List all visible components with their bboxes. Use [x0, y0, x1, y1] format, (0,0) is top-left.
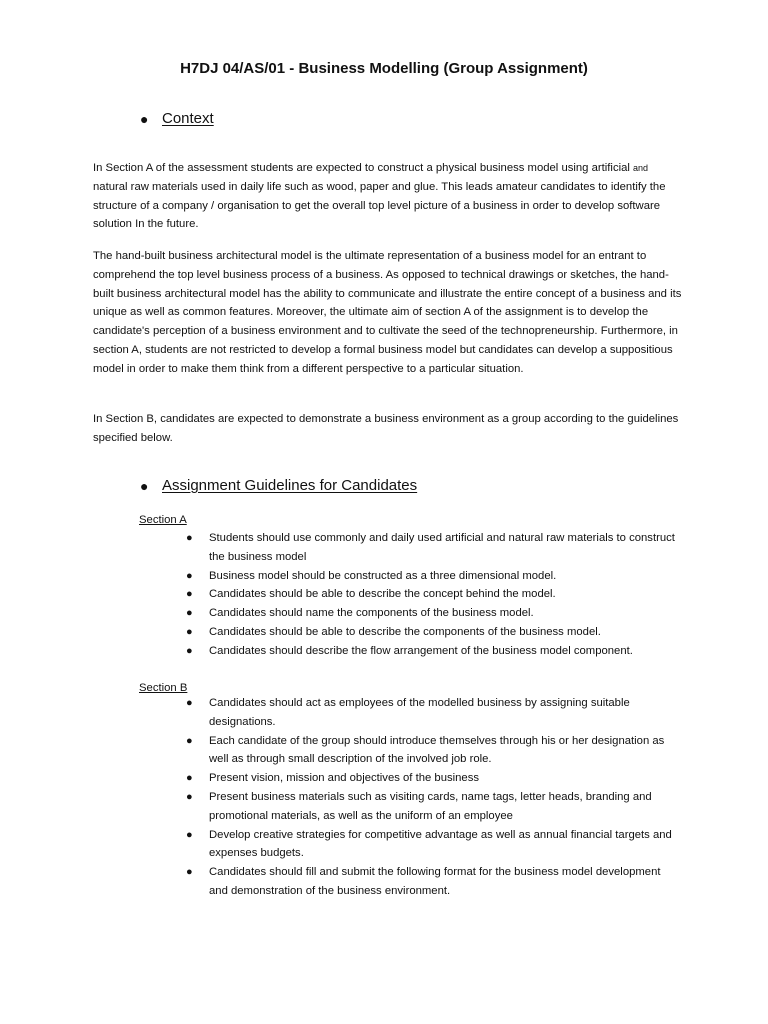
list-item	[184, 826, 679, 864]
bullet-icon: ●	[140, 477, 149, 494]
list-item-text: Present vision, mission and objectives of the business	[209, 772, 480, 785]
bullet-icon: ●	[186, 772, 193, 785]
list-item	[184, 694, 679, 732]
context-paragraph-2: The hand-built business architectural model is the ultimate representation of a business model for an entrant to comprehend the top level business process of a business. As opposed to technical drawings or sketches, the hand-built business architectural model has the ability to communicate and illustrate the entire concept of a business and its unique as well as common features. Moreover, the ultimate aim of section A of the assignment is to develop the candidate's perception of a business environment and to cultivate the seed of the technopreneurship. Furthermore, in section A, students are not restricted to develop a formal business model but candidates can develop a suppositious model in order to make them think from a different perspective to a particular situation.	[93, 250, 682, 375]
bullet-icon: ●	[186, 734, 193, 747]
list-item-text: Candidates should name the components of the business model.	[209, 607, 534, 620]
list-item-text: Business model should be constructed as a three dimensional model.	[209, 569, 557, 582]
section-a-label: Section A	[139, 514, 187, 526]
list-item	[184, 567, 679, 586]
bullet-icon: ●	[186, 790, 193, 803]
guidelines-heading-text: Assignment Guidelines for Candidates	[162, 477, 418, 494]
bullet-icon: ●	[186, 588, 193, 601]
list-item	[184, 529, 679, 567]
list-item	[184, 604, 679, 623]
list-item	[184, 732, 679, 770]
guidelines-heading	[140, 477, 417, 494]
list-item	[184, 585, 679, 604]
list-item-text: Present business materials such as visiting cards, name tags, letter heads, branding and promotional materials, as well as the uniform of an employee	[209, 790, 652, 822]
bullet-icon: ●	[186, 625, 193, 638]
list-item	[184, 623, 679, 642]
bullet-icon: ●	[186, 532, 193, 544]
bullet-icon: ●	[140, 110, 149, 127]
bullet-icon: ●	[186, 866, 193, 879]
context-paragraph-1	[93, 159, 683, 234]
list-item-text: Candidates should fill and submit the following format for the business model development and demonstration of the business environment.	[209, 866, 661, 897]
list-item	[184, 642, 679, 661]
list-item-text: Candidates should be able to describe the components of the business model.	[209, 625, 601, 638]
bullet-icon: ●	[186, 607, 193, 620]
context-paragraph-1-start: In Section A of the assessment students are expected to construct a physical business model using artificial	[93, 162, 630, 174]
section-b-label: Section B	[139, 682, 188, 694]
context-paragraph-1-end: natural raw materials used in daily life such as wood, paper and glue. This leads amateur candidates to identify the structure of a company / organisation to get the overall top level picture of a business in order to develop software solution In the future.	[93, 180, 666, 231]
list-item	[184, 788, 679, 826]
list-item-text: Candidates should be able to describe the concept behind the model.	[209, 588, 556, 601]
context-heading	[140, 110, 214, 127]
list-item-text: Develop creative strategies for competitive advantage as well as annual financial targets and expenses budgets.	[209, 828, 672, 860]
list-item-text: Each candidate of the group should introduce themselves through his or her designation as well as through small description of the involved job role.	[209, 734, 665, 766]
context-paragraph-3: In Section B, candidates are expected to demonstrate a business environment as a group according to the guidelines specified below.	[93, 413, 679, 444]
section-b-list	[184, 694, 679, 901]
list-item-text: Candidates should act as employees of the modelled business by assigning suitable designations.	[209, 697, 630, 728]
document-title: H7DJ 04/AS/01 - Business Modelling (Group Assignment)	[180, 60, 588, 77]
bullet-icon: ●	[186, 569, 193, 582]
list-item	[184, 769, 679, 788]
list-item	[184, 863, 679, 901]
bullet-icon: ●	[186, 697, 193, 709]
bullet-icon: ●	[186, 644, 193, 657]
context-heading-text: Context	[162, 110, 214, 127]
bullet-icon: ●	[186, 828, 193, 841]
list-item-text: Students should use commonly and daily used artificial and natural raw materials to construct the business model	[209, 532, 675, 563]
context-paragraph-1-small-word: and	[633, 163, 649, 173]
list-item-text: Candidates should describe the flow arrangement of the business model component.	[209, 644, 633, 657]
section-a-list	[184, 529, 679, 661]
